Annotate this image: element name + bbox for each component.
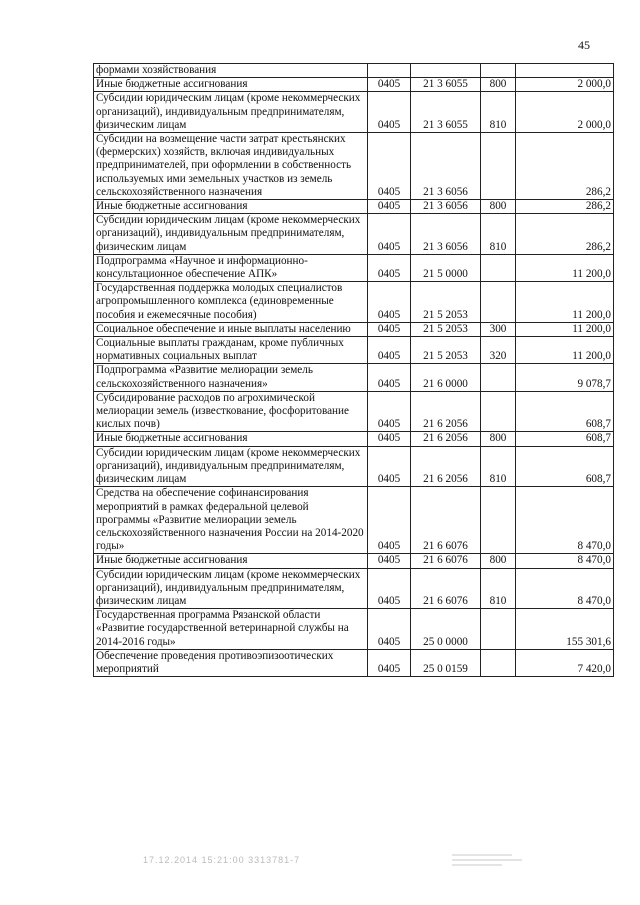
faint-signature-mark — [452, 851, 522, 871]
row-sum-cell — [516, 64, 614, 78]
table-row — [94, 364, 614, 391]
row-section-cell: 0405 — [368, 391, 411, 432]
row-name-cell: Подпрограмма «Научное и информационно-консультационное обеспечение АПК» — [94, 254, 368, 281]
row-article-cell: 21 3 6055 — [411, 92, 481, 133]
row-article-cell: 21 6 2056 — [411, 446, 481, 487]
row-name-cell: Обеспечение проведения противоэпизоотических мероприятий — [94, 649, 368, 676]
row-section-cell: 0405 — [368, 609, 411, 650]
table-row — [94, 487, 614, 554]
row-article-cell: 21 6 6076 — [411, 568, 481, 609]
row-section-cell: 0405 — [368, 214, 411, 255]
row-article-cell: 21 5 2053 — [411, 322, 481, 336]
row-name-cell: формами хозяйствования — [94, 64, 368, 78]
row-article-cell: 21 5 2053 — [411, 282, 481, 323]
row-type-cell — [481, 364, 516, 391]
row-type-cell: 810 — [481, 92, 516, 133]
row-name-cell: Иные бюджетные ассигнования — [94, 432, 368, 446]
row-type-cell: 800 — [481, 554, 516, 568]
row-section-cell: 0405 — [368, 554, 411, 568]
row-section-cell: 0405 — [368, 282, 411, 323]
row-section-cell: 0405 — [368, 78, 411, 92]
table-row — [94, 391, 614, 432]
row-sum-cell: 608,7 — [516, 432, 614, 446]
table-row — [94, 200, 614, 214]
row-name-cell: Субсидирование расходов по агрохимической мелиорации земель (известкование, фосфоритование кислых почв) — [94, 391, 368, 432]
row-sum-cell: 2 000,0 — [516, 92, 614, 133]
row-type-cell: 810 — [481, 446, 516, 487]
row-section-cell: 0405 — [368, 568, 411, 609]
page-number: 45 — [578, 38, 590, 52]
row-section-cell: 0405 — [368, 487, 411, 554]
row-article-cell: 21 6 0000 — [411, 364, 481, 391]
row-type-cell: 810 — [481, 214, 516, 255]
budget-table — [93, 63, 614, 677]
row-article-cell — [411, 64, 481, 78]
row-section-cell: 0405 — [368, 446, 411, 487]
row-sum-cell: 608,7 — [516, 391, 614, 432]
row-article-cell: 21 6 2056 — [411, 391, 481, 432]
row-type-cell: 800 — [481, 200, 516, 214]
table-row — [94, 92, 614, 133]
row-section-cell: 0405 — [368, 364, 411, 391]
row-section-cell: 0405 — [368, 200, 411, 214]
row-sum-cell: 286,2 — [516, 133, 614, 200]
row-type-cell — [481, 391, 516, 432]
row-article-cell: 25 0 0159 — [411, 649, 481, 676]
table-row — [94, 337, 614, 364]
row-article-cell: 21 5 0000 — [411, 254, 481, 281]
row-sum-cell: 7 420,0 — [516, 649, 614, 676]
row-section-cell: 0405 — [368, 254, 411, 281]
row-name-cell: Социальное обеспечение и иные выплаты населению — [94, 322, 368, 336]
row-name-cell: Средства на обеспечение софинансирования мероприятий в рамках федеральной целевой программы «Развитие мелиорации земель сельскохозяйственного назначения России на 2014-2020 годы» — [94, 487, 368, 554]
table-row — [94, 322, 614, 336]
row-section-cell: 0405 — [368, 133, 411, 200]
row-name-cell: Подпрограмма «Развитие мелиорации земель сельскохозяйственного назначения» — [94, 364, 368, 391]
table-row — [94, 133, 614, 200]
row-type-cell: 300 — [481, 322, 516, 336]
row-sum-cell: 286,2 — [516, 214, 614, 255]
row-article-cell: 21 3 6055 — [411, 78, 481, 92]
row-sum-cell: 9 078,7 — [516, 364, 614, 391]
table-row — [94, 568, 614, 609]
row-sum-cell: 11 200,0 — [516, 282, 614, 323]
row-article-cell: 21 6 6076 — [411, 554, 481, 568]
row-article-cell: 21 6 2056 — [411, 432, 481, 446]
row-type-cell — [481, 64, 516, 78]
row-sum-cell: 11 200,0 — [516, 254, 614, 281]
row-type-cell: 810 — [481, 568, 516, 609]
table-row — [94, 64, 614, 78]
row-name-cell: Субсидии юридическим лицам (кроме некоммерческих организаций), индивидуальным предпринимателям, физическим лицам — [94, 446, 368, 487]
row-name-cell: Субсидии на возмещение части затрат крестьянских (фермерских) хозяйств, включая индивидуальных предпринимателей, при оформлении в собственность используемых ими земельных участков из земель сельскохозяйственного назначения — [94, 133, 368, 200]
row-sum-cell: 11 200,0 — [516, 337, 614, 364]
row-sum-cell: 286,2 — [516, 200, 614, 214]
row-type-cell — [481, 282, 516, 323]
table-row — [94, 446, 614, 487]
row-article-cell: 21 3 6056 — [411, 214, 481, 255]
table-row — [94, 554, 614, 568]
row-type-cell — [481, 254, 516, 281]
row-name-cell: Государственная программа Рязанской области «Развитие государственной ветеринарной службы на 2014-2016 годы» — [94, 609, 368, 650]
row-name-cell: Государственная поддержка молодых специалистов агропромышленного комплекса (единовременные пособия и ежемесячные пособия) — [94, 282, 368, 323]
row-sum-cell: 11 200,0 — [516, 322, 614, 336]
row-sum-cell: 2 000,0 — [516, 78, 614, 92]
row-type-cell — [481, 609, 516, 650]
row-article-cell: 21 3 6056 — [411, 200, 481, 214]
row-name-cell: Субсидии юридическим лицам (кроме некоммерческих организаций), индивидуальным предпринимателям, физическим лицам — [94, 92, 368, 133]
row-name-cell: Субсидии юридическим лицам (кроме некоммерческих организаций), индивидуальным предпринимателям, физическим лицам — [94, 568, 368, 609]
row-name-cell: Социальные выплаты гражданам, кроме публичных нормативных социальных выплат — [94, 337, 368, 364]
row-name-cell: Иные бюджетные ассигнования — [94, 200, 368, 214]
row-article-cell: 21 6 6076 — [411, 487, 481, 554]
table-row — [94, 609, 614, 650]
row-sum-cell: 608,7 — [516, 446, 614, 487]
row-section-cell: 0405 — [368, 337, 411, 364]
row-type-cell: 800 — [481, 432, 516, 446]
row-type-cell — [481, 649, 516, 676]
row-type-cell — [481, 133, 516, 200]
row-sum-cell: 8 470,0 — [516, 487, 614, 554]
row-sum-cell: 155 301,6 — [516, 609, 614, 650]
row-section-cell: 0405 — [368, 92, 411, 133]
row-section-cell — [368, 64, 411, 78]
budget-table-body — [94, 64, 614, 677]
row-type-cell — [481, 487, 516, 554]
row-sum-cell: 8 470,0 — [516, 554, 614, 568]
row-section-cell: 0405 — [368, 322, 411, 336]
row-name-cell: Иные бюджетные ассигнования — [94, 554, 368, 568]
row-type-cell: 320 — [481, 337, 516, 364]
row-section-cell: 0405 — [368, 649, 411, 676]
row-article-cell: 21 3 6056 — [411, 133, 481, 200]
row-article-cell: 21 5 2053 — [411, 337, 481, 364]
table-row — [94, 649, 614, 676]
row-section-cell: 0405 — [368, 432, 411, 446]
table-row — [94, 78, 614, 92]
footer-stamp: 17.12.2014 15:21:00 3313781-7 — [143, 855, 301, 865]
table-row — [94, 254, 614, 281]
row-name-cell: Иные бюджетные ассигнования — [94, 78, 368, 92]
row-sum-cell: 8 470,0 — [516, 568, 614, 609]
table-row — [94, 214, 614, 255]
row-name-cell: Субсидии юридическим лицам (кроме некоммерческих организаций), индивидуальным предпринимателям, физическим лицам — [94, 214, 368, 255]
table-row — [94, 432, 614, 446]
table-row — [94, 282, 614, 323]
row-article-cell: 25 0 0000 — [411, 609, 481, 650]
row-type-cell: 800 — [481, 78, 516, 92]
